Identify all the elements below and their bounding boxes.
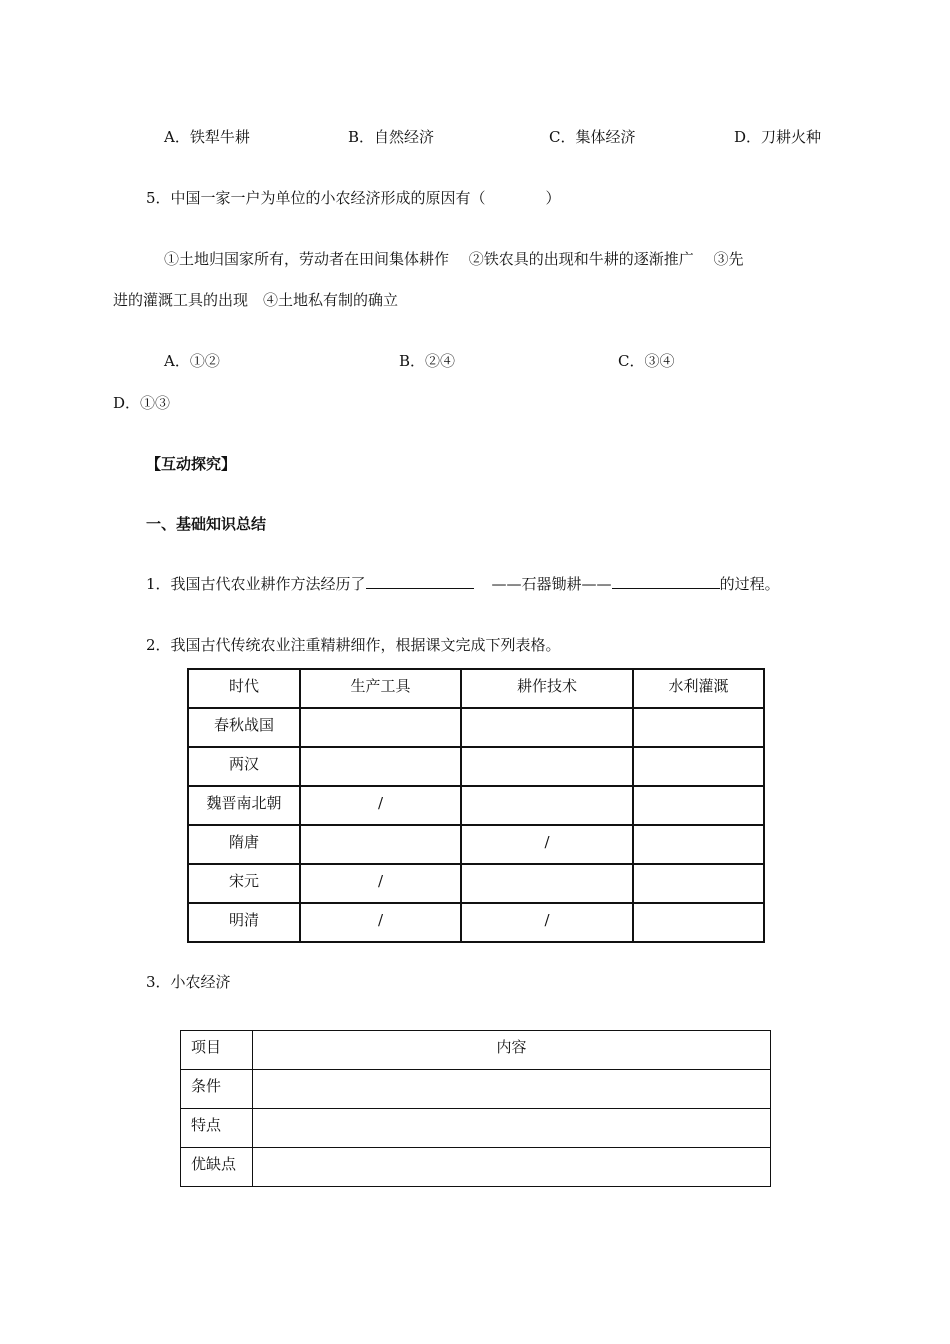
t1-cell[interactable]: /	[300, 864, 461, 903]
q5-option-d: D．①③	[113, 394, 171, 412]
t1-header-row	[188, 669, 764, 708]
t1-row-label: 宋元	[188, 864, 300, 903]
t2-row	[181, 1148, 771, 1187]
q5-option-b: B．②④	[399, 352, 456, 370]
t2-row-label: 优缺点	[181, 1148, 253, 1187]
t1-row-label: 魏晋南北朝	[188, 786, 300, 825]
item-1	[146, 574, 780, 594]
t2-cell[interactable]	[253, 1148, 771, 1187]
t2-header-row	[181, 1031, 771, 1070]
t1-row-label: 明清	[188, 903, 300, 942]
t2-row	[181, 1109, 771, 1148]
t2-header-cell: 内容	[253, 1031, 771, 1070]
subsection-title: 一、基础知识总结	[146, 515, 267, 533]
q4-option-a: A．铁犁牛耕	[164, 128, 250, 146]
t1-header-cell: 时代	[188, 669, 300, 708]
t1-row	[188, 708, 764, 747]
item-1-middle: ——石器锄耕——	[491, 575, 612, 593]
t2-row-label: 特点	[181, 1109, 253, 1148]
t1-cell[interactable]: /	[461, 903, 633, 942]
t2-cell[interactable]	[253, 1070, 771, 1109]
t2-row	[181, 1070, 771, 1109]
t1-cell[interactable]	[300, 708, 461, 747]
item-1-prefix: 1．我国古代农业耕作方法经历了	[146, 575, 366, 593]
t1-cell[interactable]	[633, 825, 764, 864]
t2-cell[interactable]	[253, 1109, 771, 1148]
item-3: 3．小农经济	[146, 973, 231, 991]
t1-header-cell: 水利灌溉	[633, 669, 764, 708]
agriculture-table	[187, 668, 765, 943]
t1-cell[interactable]	[633, 786, 764, 825]
t1-row	[188, 864, 764, 903]
t1-header-cell: 生产工具	[300, 669, 461, 708]
t1-cell[interactable]	[300, 747, 461, 786]
t1-row	[188, 786, 764, 825]
t2-row-label: 条件	[181, 1070, 253, 1109]
item-1-suffix: 的过程。	[719, 575, 780, 593]
q4-option-b: B．自然经济	[348, 128, 435, 146]
t1-row-label: 春秋战国	[188, 708, 300, 747]
t1-row-label: 两汉	[188, 747, 300, 786]
t1-cell[interactable]: /	[300, 786, 461, 825]
q5-option-a: A．①②	[164, 352, 220, 370]
t1-cell[interactable]	[633, 747, 764, 786]
t2-header-cell: 项目	[181, 1031, 253, 1070]
t1-row-label: 隋唐	[188, 825, 300, 864]
t1-cell[interactable]	[633, 864, 764, 903]
answer-blank-2[interactable]	[612, 574, 720, 589]
answer-blank-1[interactable]	[366, 574, 474, 589]
t1-cell[interactable]: /	[300, 903, 461, 942]
t1-row	[188, 903, 764, 942]
t1-cell[interactable]	[461, 747, 633, 786]
q4-option-c: C．集体经济	[549, 128, 636, 146]
t1-cell[interactable]	[461, 786, 633, 825]
q4-option-d: D．刀耕火种	[734, 128, 822, 146]
t1-cell[interactable]	[633, 903, 764, 942]
t1-header-cell: 耕作技术	[461, 669, 633, 708]
t1-row	[188, 747, 764, 786]
t1-row	[188, 825, 764, 864]
q5-option-c: C．③④	[618, 352, 675, 370]
item-2: 2．我国古代传统农业注重精耕细作，根据课文完成下列表格。	[146, 636, 561, 654]
t1-cell[interactable]: /	[461, 825, 633, 864]
t1-cell[interactable]	[300, 825, 461, 864]
small-peasant-economy-table	[180, 1030, 771, 1187]
t1-cell[interactable]	[461, 864, 633, 903]
q5-stem: 5．中国一家一户为单位的小农经济形成的原因有（ ）	[146, 189, 561, 207]
q5-statements-line2: 进的灌溉工具的出现 ④土地私有制的确立	[113, 291, 399, 309]
t1-cell[interactable]	[461, 708, 633, 747]
t1-cell[interactable]	[633, 708, 764, 747]
section-title: 【互动探究】	[146, 455, 237, 473]
q5-statements-line1: ①土地归国家所有，劳动者在田间集体耕作 ②铁农具的出现和牛耕的逐渐推广 ③先	[164, 250, 744, 268]
